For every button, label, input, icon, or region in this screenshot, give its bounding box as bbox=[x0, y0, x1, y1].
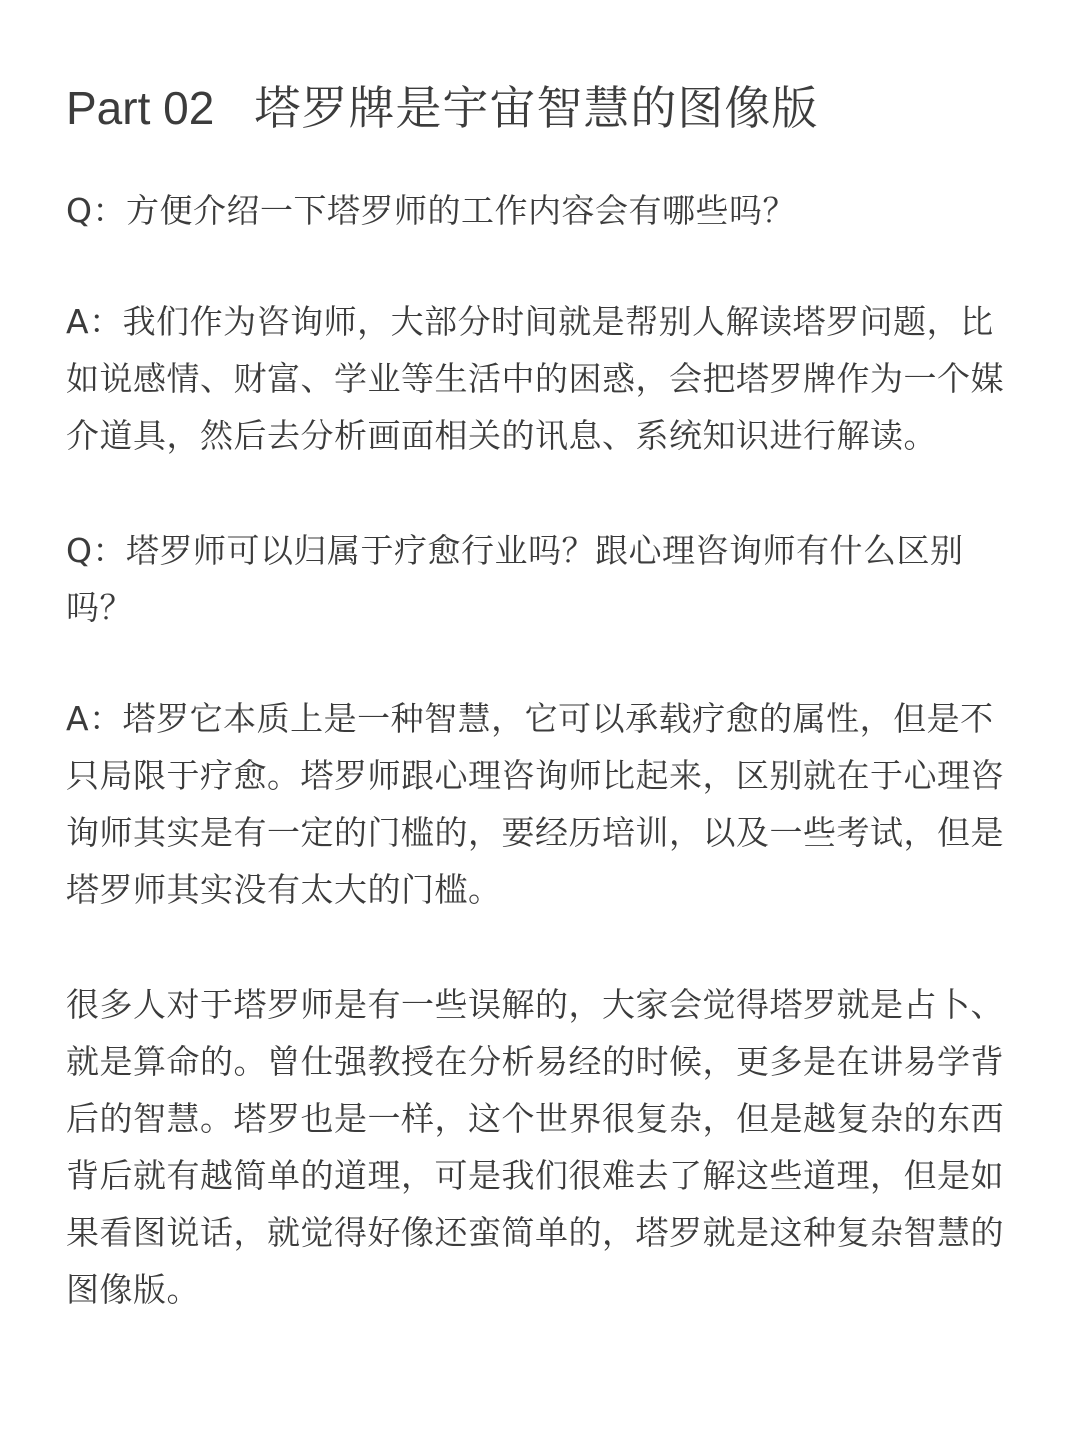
question-1: Q：方便介绍一下塔罗师的工作内容会有哪些吗？ bbox=[66, 191, 796, 230]
section-number: Part 02 bbox=[66, 82, 215, 134]
article bbox=[66, 76, 1016, 1376]
answer-1: A：我们作为咨询师，大部分时间就是帮别人解读塔罗问题，比如说感情、财富、学业等生活中的困惑，会把塔罗牌作为一个媒介道具，然后去分析画面相关的讯息、系统知识进行解读。 bbox=[66, 302, 1004, 455]
section-title bbox=[66, 76, 1016, 140]
answer-2: A：塔罗它本质上是一种智慧，它可以承载疗愈的属性，但是不只局限于疗愈。塔罗师跟心理咨询师比起来，区别就在于心理咨询师其实是有一定的门槛的，要经历培训，以及一些考试，但是塔罗师其实没有太大的门槛。 bbox=[66, 699, 1004, 909]
section-title-text: 塔罗牌是宇宙智慧的图像版 bbox=[254, 81, 819, 135]
body-paragraph: 很多人对于塔罗师是有一些误解的，大家会觉得塔罗就是占卜、就是算命的。曾仕强教授在分析易经的时候，更多是在讲易学背后的智慧。塔罗也是一样，这个世界很复杂，但是越复杂的东西背后就有越简单的道理，可是我们很难去了解这些道理，但是如果看图说话，就觉得好像还蛮简单的，塔罗就是这种复杂智慧的图像版。 bbox=[66, 985, 1004, 1309]
question-2: Q：塔罗师可以归属于疗愈行业吗？跟心理咨询师有什么区别吗？ bbox=[66, 531, 964, 627]
